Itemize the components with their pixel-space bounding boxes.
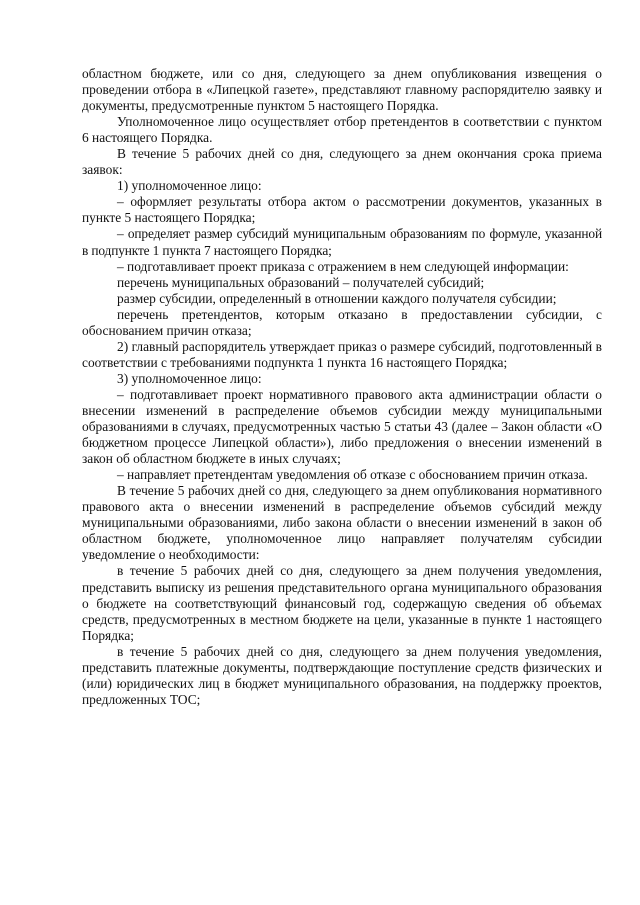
list-item-sends-rejection-notices: – направляет претендентам уведомления об отказе с обоснованием причин отказа. xyxy=(117,467,588,483)
paragraph-within-5-days-deadline: В течение 5 рабочих дней со дня, следующего за днем окончания срока приема заявок: xyxy=(82,146,602,178)
list-item-prepares-legal-act: – подготавливает проект нормативного правового акта администрации области о внесении изменений в распределение объемов субсидии между муниципальными образованиями в случаях, предусмотренных частью 5 статьи 43 (далее – Закон области «О бюджетном процессе Липецкой области»), либо предложения о внесении изменений в закон об областном бюджете в иных случаях; xyxy=(82,386,602,467)
paragraph-continuation: областном бюджете, или со дня, следующего за днем опубликования извещения о проведении отбора в «Липецкой газете», представляют главному распорядителю заявку и документы, предусмотренные пунктом 5 настоящего Порядка. xyxy=(82,66,602,114)
list-item-prepares-order-draft: – подготавливает проект приказа с отражением в нем следующей информации: xyxy=(117,258,569,274)
list-item-2-chief-administrator: 2) главный распорядитель утверждает приказ о размере субсидий, подготовленный в соответствии с требованиями подпункта 1 пункта 16 настоящего Порядка; xyxy=(82,338,602,370)
paragraph-after-publication: В течение 5 рабочих дней со дня, следующего за днем опубликования нормативного правового акта о внесении изменений в распределение объемов субсидий между муниципальными образованиями, либо закона области о внесении изменений в закон об областном бюджете, уполномоченное лицо направляет получателям субсидии уведомление о необходимости: xyxy=(82,483,602,563)
list-item-3-authorized-person: 3) уполномоченное лицо: xyxy=(117,370,262,386)
list-item-submit-budget-extract: в течение 5 рабочих дней со дня, следующего за днем получения уведомления, представить выписку из решения представительного органа муниципального образования о бюджете на соответствующий финансовый год, содержащую сведения об объемах средств, предусмотренных в местном бюджете на цели, указанные в пункте 1 настоящего Порядка; xyxy=(82,563,602,643)
list-item-formalizes-results: – оформляет результаты отбора актом о рассмотрении документов, указанных в пункте 5 настоящего Порядка; xyxy=(82,194,602,226)
list-item-submit-payment-documents: в течение 5 рабочих дней со дня, следующего за днем получения уведомления, представить платежные документы, подтверждающие поступление средств физических и (или) юридических лиц в бюджет муниципального образования, на поддержку проектов, предложенных ТОС; xyxy=(82,643,602,707)
list-item-municipalities-list: перечень муниципальных образований – получателей субсидий; xyxy=(117,274,485,290)
list-item-subsidy-size: размер субсидии, определенный в отношении каждого получателя субсидии; xyxy=(117,290,557,306)
document-body xyxy=(82,66,602,708)
list-item-rejected-applicants: перечень претендентов, которым отказано в предоставлении субсидии, с обоснованием причин отказа; xyxy=(82,306,602,338)
list-item-determines-subsidy-size: – определяет размер субсидий муниципальным образованиям по формуле, указанной в подпункте 1 пункта 7 настоящего Порядка; xyxy=(82,226,602,258)
list-item-1-authorized-person: 1) уполномоченное лицо: xyxy=(117,178,262,194)
paragraph-authorized-person-selection: Уполномоченное лицо осуществляет отбор претендентов в соответствии с пунктом 6 настоящего Порядка. xyxy=(82,114,602,146)
